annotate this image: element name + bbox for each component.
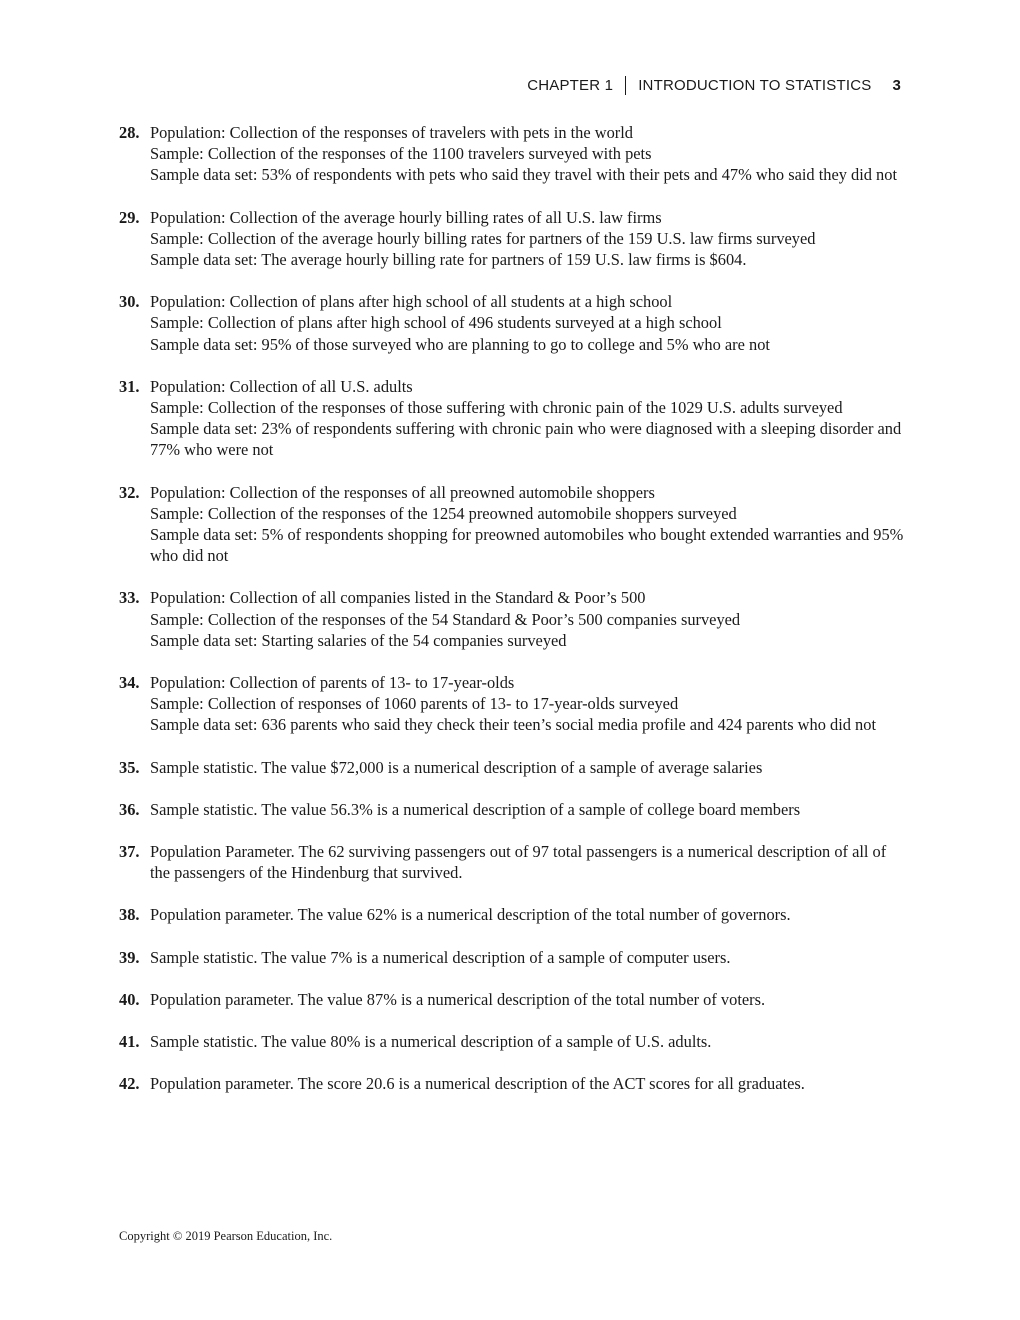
answer-line: Sample statistic. The value 7% is a numerical description of a sample of computer users. bbox=[150, 947, 731, 967]
answer-item bbox=[119, 947, 905, 968]
answer-line: Population: Collection of plans after high school of all students at a high school bbox=[150, 292, 673, 312]
answer-line: Population parameter. The value 62% is a numerical description of the total number of governors. bbox=[150, 905, 791, 925]
answer-line: Sample data set: The average hourly billing rate for partners of 159 U.S. law firms is $604. bbox=[150, 250, 747, 270]
answer-number: 36. bbox=[119, 799, 140, 819]
answer-list bbox=[119, 122, 905, 1116]
copyright-notice: Copyright © 2019 Pearson Education, Inc. bbox=[119, 1229, 333, 1243]
answer-item bbox=[119, 1073, 905, 1094]
answer-line: Sample: Collection of the responses of those suffering with chronic pain of the 1029 U.S. adults surveyed bbox=[150, 398, 843, 418]
answer-number: 32. bbox=[119, 482, 140, 502]
answer-line: Sample data set: 5% of respondents shopping for preowned automobiles who bought extended warranties and 95% who did not bbox=[150, 525, 904, 566]
answer-number: 31. bbox=[119, 376, 140, 396]
answer-line: Sample data set: 53% of respondents with pets who said they travel with their pets and 47% who said they did not bbox=[150, 165, 897, 185]
answer-line: Sample: Collection of the responses of the 54 Standard & Poor’s 500 companies surveyed bbox=[150, 609, 741, 629]
answer-number: 34. bbox=[119, 673, 140, 693]
answer-item bbox=[119, 587, 905, 651]
answer-line: Population parameter. The value 87% is a numerical description of the total number of voters. bbox=[150, 989, 766, 1009]
answer-item bbox=[119, 672, 905, 736]
answer-line: Sample: Collection of responses of 1060 parents of 13- to 17-year-olds surveyed bbox=[150, 694, 679, 714]
answer-item bbox=[119, 122, 905, 186]
answer-number: 33. bbox=[119, 588, 140, 608]
answer-line: Sample statistic. The value 56.3% is a numerical description of a sample of college board members bbox=[150, 799, 801, 819]
answer-line: Sample statistic. The value 80% is a numerical description of a sample of U.S. adults. bbox=[150, 1032, 712, 1052]
answer-number: 40. bbox=[119, 989, 140, 1009]
answer-number: 35. bbox=[119, 757, 140, 777]
answer-line: Population parameter. The score 20.6 is a numerical description of the ACT scores for all graduates. bbox=[150, 1074, 805, 1094]
answer-number: 30. bbox=[119, 292, 140, 312]
answer-line: Sample: Collection of the responses of the 1100 travelers surveyed with pets bbox=[150, 144, 652, 164]
answer-line: Sample: Collection of the responses of the 1254 preowned automobile shoppers surveyed bbox=[150, 503, 737, 523]
answer-line: Population: Collection of parents of 13- to 17-year-olds bbox=[150, 673, 515, 693]
answer-item bbox=[119, 291, 905, 355]
answer-line: Population: Collection of the responses of all preowned automobile shoppers bbox=[150, 482, 655, 502]
answer-number: 37. bbox=[119, 842, 140, 862]
answer-line: Sample: Collection of plans after high school of 496 students surveyed at a high school bbox=[150, 313, 722, 333]
answer-item bbox=[119, 989, 905, 1010]
answer-line: Sample: Collection of the average hourly billing rates for partners of the 159 U.S. law firms surveyed bbox=[150, 228, 816, 248]
answer-item bbox=[119, 757, 905, 778]
answer-item bbox=[119, 482, 905, 567]
answer-item bbox=[119, 904, 905, 925]
answer-item bbox=[119, 799, 905, 820]
answer-number: 41. bbox=[119, 1032, 140, 1052]
answer-item bbox=[119, 376, 905, 461]
answer-line: Population: Collection of the average hourly billing rates of all U.S. law firms bbox=[150, 207, 662, 227]
chapter-title: INTRODUCTION TO STATISTICS bbox=[638, 77, 872, 94]
answer-number: 38. bbox=[119, 905, 140, 925]
header-divider bbox=[625, 76, 626, 95]
chapter-label: CHAPTER 1 bbox=[527, 77, 614, 94]
answer-item bbox=[119, 1031, 905, 1052]
page-number: 3 bbox=[892, 77, 901, 94]
answer-item bbox=[119, 207, 905, 271]
answer-line: Population: Collection of all companies listed in the Standard & Poor’s 500 bbox=[150, 588, 646, 608]
answer-line: Sample data set: 95% of those surveyed who are planning to go to college and 5% who are not bbox=[150, 334, 770, 354]
answer-line: Population: Collection of the responses of travelers with pets in the world bbox=[150, 123, 633, 142]
answer-item bbox=[119, 841, 905, 883]
answer-line: Sample data set: Starting salaries of the 54 companies surveyed bbox=[150, 630, 567, 650]
answer-line: Population Parameter. The 62 surviving passengers out of 97 total passengers is a numerical description of all of the passengers of the Hindenburg that survived. bbox=[150, 842, 887, 883]
answer-line: Sample data set: 636 parents who said they check their teen’s social media profile and 424 parents who did not bbox=[150, 715, 876, 735]
answer-number: 28. bbox=[119, 123, 140, 142]
answer-line: Sample data set: 23% of respondents suffering with chronic pain who were diagnosed with a sleeping disorder and 77% who were not bbox=[150, 419, 902, 460]
running-header bbox=[527, 76, 901, 95]
answer-line: Population: Collection of all U.S. adults bbox=[150, 376, 413, 396]
answer-number: 29. bbox=[119, 207, 140, 227]
answer-number: 39. bbox=[119, 947, 140, 967]
answer-number: 42. bbox=[119, 1074, 140, 1094]
answer-line: Sample statistic. The value $72,000 is a numerical description of a sample of average salaries bbox=[150, 757, 763, 777]
